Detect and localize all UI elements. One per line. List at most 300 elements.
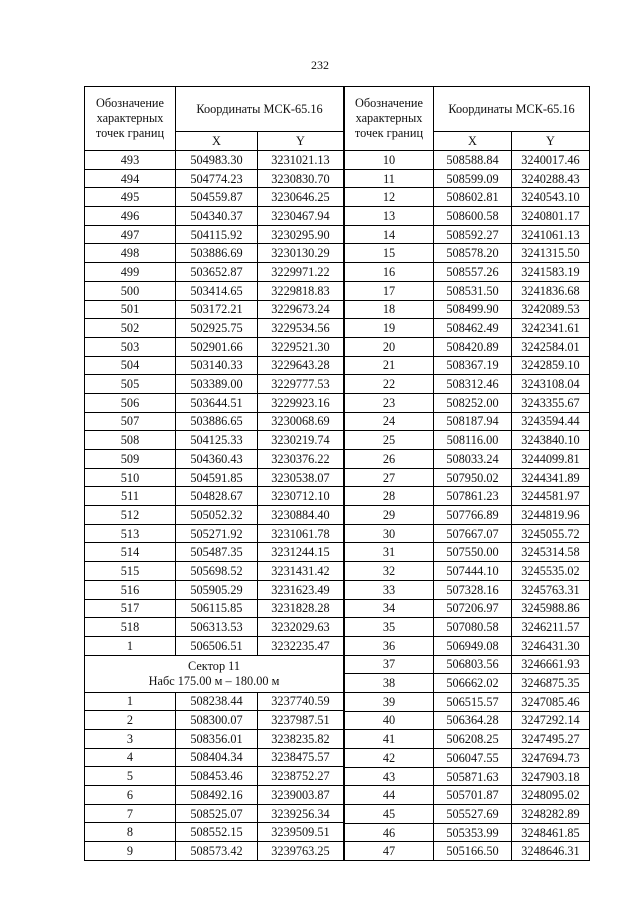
x-value: 505052.32: [176, 506, 258, 525]
x-value: 508525.07: [176, 804, 258, 823]
y-value: 3244581.97: [512, 487, 590, 506]
y-value: 3244341.89: [512, 468, 590, 487]
point-label: 13: [345, 207, 434, 226]
table-row: [345, 580, 590, 599]
point-label: 508: [85, 431, 176, 450]
table-row: [85, 543, 344, 562]
x-value: 506506.51: [176, 636, 258, 655]
x-value: 503140.33: [176, 356, 258, 375]
y-value: 3230884.40: [258, 506, 344, 525]
table-row: [85, 151, 344, 170]
y-value: 3239509.51: [258, 823, 344, 842]
label-column-header: [85, 87, 176, 151]
y-value: 3240543.10: [512, 188, 590, 207]
coords-header: Координаты МСК-65.16: [176, 87, 344, 132]
y-value: 3231244.15: [258, 543, 344, 562]
table-row: [85, 711, 344, 730]
y-value: 3231021.13: [258, 151, 344, 170]
point-label: 8: [85, 823, 176, 842]
table-row: [85, 618, 344, 637]
table-row: [85, 188, 344, 207]
table-row: [345, 842, 590, 861]
x-value: 508312.46: [434, 375, 512, 394]
y-value: 3230068.69: [258, 412, 344, 431]
point-label: 5: [85, 767, 176, 786]
table-row: [345, 692, 590, 711]
y-value: 3245314.58: [512, 543, 590, 562]
table-row: [85, 562, 344, 581]
x-value: 508552.15: [176, 823, 258, 842]
table-row: [345, 300, 590, 319]
point-label: 511: [85, 487, 176, 506]
y-value: 3247903.18: [512, 767, 590, 786]
x-value: 504559.87: [176, 188, 258, 207]
point-label: 510: [85, 468, 176, 487]
point-label: 503: [85, 337, 176, 356]
x-value: 504360.43: [176, 450, 258, 469]
point-label: 6: [85, 786, 176, 805]
x-value: 502901.66: [176, 337, 258, 356]
point-label: 35: [345, 618, 434, 637]
x-value: 505871.63: [434, 767, 512, 786]
point-label: 26: [345, 450, 434, 469]
point-label: 494: [85, 169, 176, 188]
point-label: 38: [345, 674, 434, 693]
x-value: 505527.69: [434, 805, 512, 824]
y-value: 3231623.49: [258, 580, 344, 599]
x-value: 508252.00: [434, 393, 512, 412]
x-value: 507950.02: [434, 468, 512, 487]
point-label: 517: [85, 599, 176, 618]
y-value: 3230646.25: [258, 188, 344, 207]
x-value: 508592.27: [434, 225, 512, 244]
point-label: 34: [345, 599, 434, 618]
y-value: 3245055.72: [512, 524, 590, 543]
header-line: характерных: [355, 111, 423, 125]
x-value: 503414.65: [176, 281, 258, 300]
table-row: [345, 730, 590, 749]
point-label: 47: [345, 842, 434, 861]
table-row: [85, 169, 344, 188]
table-row: [85, 244, 344, 263]
point-label: 2: [85, 711, 176, 730]
point-label: 17: [345, 281, 434, 300]
point-label: 11: [345, 169, 434, 188]
table-row: [85, 375, 344, 394]
point-label: 33: [345, 580, 434, 599]
x-value: 505905.29: [176, 580, 258, 599]
point-label: 40: [345, 711, 434, 730]
x-value: 507550.00: [434, 543, 512, 562]
point-label: 498: [85, 244, 176, 263]
table-row: [345, 618, 590, 637]
x-value: 507206.97: [434, 599, 512, 618]
x-value: 507766.89: [434, 506, 512, 525]
x-value: 506662.02: [434, 674, 512, 693]
x-value: 508599.09: [434, 169, 512, 188]
y-value: 3246211.57: [512, 618, 590, 637]
point-label: 493: [85, 151, 176, 170]
point-label: 507: [85, 412, 176, 431]
header-line: точек границ: [95, 126, 165, 140]
y-value: 3229521.30: [258, 337, 344, 356]
table-row: [85, 225, 344, 244]
table-row: [85, 506, 344, 525]
point-label: 28: [345, 487, 434, 506]
table-row: [345, 767, 590, 786]
x-value: 508573.42: [176, 842, 258, 861]
coords-header: Координаты МСК-65.16: [434, 87, 590, 132]
table-row: [345, 711, 590, 730]
point-label: 30: [345, 524, 434, 543]
point-label: 45: [345, 805, 434, 824]
x-value: 508602.81: [434, 188, 512, 207]
y-value: 3244099.81: [512, 450, 590, 469]
x-value: 506313.53: [176, 618, 258, 637]
point-label: 501: [85, 300, 176, 319]
table-row: [345, 412, 590, 431]
table-row: [345, 393, 590, 412]
point-label: 505: [85, 375, 176, 394]
table-row: [85, 580, 344, 599]
point-label: 514: [85, 543, 176, 562]
point-label: 9: [85, 842, 176, 861]
x-value: 505271.92: [176, 524, 258, 543]
header-line: точек границ: [354, 126, 424, 140]
point-label: 504: [85, 356, 176, 375]
x-value: 503644.51: [176, 393, 258, 412]
x-value: 504828.67: [176, 487, 258, 506]
table-row: [345, 356, 590, 375]
table-row: [85, 450, 344, 469]
table-row: [85, 636, 344, 655]
y-value: 3229971.22: [258, 263, 344, 282]
x-value: 508499.90: [434, 300, 512, 319]
x-header: X: [434, 132, 512, 151]
table-row: [345, 543, 590, 562]
x-value: 508033.24: [434, 450, 512, 469]
y-value: 3237740.59: [258, 692, 344, 711]
point-label: 4: [85, 748, 176, 767]
y-value: 3238752.27: [258, 767, 344, 786]
sector-heading: [85, 655, 344, 692]
point-label: 509: [85, 450, 176, 469]
y-value: 3241315.50: [512, 244, 590, 263]
table-row: [345, 805, 590, 824]
point-label: 27: [345, 468, 434, 487]
table-row: [345, 431, 590, 450]
x-value: 505487.35: [176, 543, 258, 562]
y-value: 3242341.61: [512, 319, 590, 338]
table-row: [85, 729, 344, 748]
y-value: 3248461.85: [512, 823, 590, 842]
table-row: [85, 804, 344, 823]
x-value: 508588.84: [434, 151, 512, 170]
point-label: 512: [85, 506, 176, 525]
table-row: [345, 562, 590, 581]
y-value: 3242089.53: [512, 300, 590, 319]
x-value: 504983.30: [176, 151, 258, 170]
table-row: [85, 524, 344, 543]
x-value: 504115.92: [176, 225, 258, 244]
y-value: 3229777.53: [258, 375, 344, 394]
table-row: [85, 468, 344, 487]
x-value: 503652.87: [176, 263, 258, 282]
y-value: 3230376.22: [258, 450, 344, 469]
y-value: 3230219.74: [258, 431, 344, 450]
y-value: 3243840.10: [512, 431, 590, 450]
point-label: 44: [345, 786, 434, 805]
y-value: 3239256.34: [258, 804, 344, 823]
x-value: 505698.52: [176, 562, 258, 581]
x-value: 506115.85: [176, 599, 258, 618]
table-row: [85, 281, 344, 300]
y-value: 3230130.29: [258, 244, 344, 263]
x-value: 506803.56: [434, 655, 512, 674]
label-column-header: [345, 87, 434, 151]
sector-height-range: Набс 175.00 м – 180.00 м: [148, 673, 280, 688]
x-value: 508462.49: [434, 319, 512, 338]
point-label: 515: [85, 562, 176, 581]
y-value: 3241836.68: [512, 281, 590, 300]
y-value: 3230712.10: [258, 487, 344, 506]
table-row: [345, 244, 590, 263]
left-rows-sector: [85, 692, 344, 860]
point-label: 31: [345, 543, 434, 562]
point-label: 32: [345, 562, 434, 581]
y-value: 3248282.89: [512, 805, 590, 824]
x-value: 507328.16: [434, 580, 512, 599]
x-value: 508238.44: [176, 692, 258, 711]
point-label: 496: [85, 207, 176, 226]
point-label: 37: [345, 655, 434, 674]
point-label: 10: [345, 151, 434, 170]
table-row: [345, 281, 590, 300]
x-value: 508116.00: [434, 431, 512, 450]
y-value: 3243355.67: [512, 393, 590, 412]
y-value: 3248646.31: [512, 842, 590, 861]
table-row: [85, 823, 344, 842]
point-label: 29: [345, 506, 434, 525]
y-header: Y: [512, 132, 590, 151]
y-value: 3240288.43: [512, 169, 590, 188]
point-label: 1: [85, 692, 176, 711]
x-value: 508531.50: [434, 281, 512, 300]
point-label: 21: [345, 356, 434, 375]
y-value: 3247495.27: [512, 730, 590, 749]
x-value: 505353.99: [434, 823, 512, 842]
left-rows: [85, 151, 344, 656]
x-value: 506047.55: [434, 749, 512, 768]
y-value: 3240017.46: [512, 151, 590, 170]
header-line: Обозначение: [355, 96, 423, 110]
y-value: 3238475.57: [258, 748, 344, 767]
y-value: 3232029.63: [258, 618, 344, 637]
table-row: [85, 300, 344, 319]
y-value: 3229923.16: [258, 393, 344, 412]
table-row: [345, 674, 590, 693]
y-value: 3237987.51: [258, 711, 344, 730]
y-value: 3243108.04: [512, 375, 590, 394]
x-value: 506208.25: [434, 730, 512, 749]
table-row: [345, 319, 590, 338]
table-row: [345, 468, 590, 487]
y-value: 3246431.30: [512, 636, 590, 655]
y-value: 3231828.28: [258, 599, 344, 618]
table-row: [85, 692, 344, 711]
x-value: 504774.23: [176, 169, 258, 188]
x-value: 503886.69: [176, 244, 258, 263]
x-value: 506515.57: [434, 692, 512, 711]
point-label: 12: [345, 188, 434, 207]
y-value: 3245763.31: [512, 580, 590, 599]
table-row: [85, 356, 344, 375]
point-label: 39: [345, 692, 434, 711]
y-value: 3239003.87: [258, 786, 344, 805]
table-row: [85, 767, 344, 786]
y-value: 3245988.86: [512, 599, 590, 618]
y-value: 3247292.14: [512, 711, 590, 730]
point-label: 41: [345, 730, 434, 749]
table-row: [345, 450, 590, 469]
y-value: 3241061.13: [512, 225, 590, 244]
x-value: 504125.33: [176, 431, 258, 450]
point-label: 1: [85, 636, 176, 655]
point-label: 3: [85, 729, 176, 748]
sector-title: Сектор 11: [187, 658, 241, 673]
y-value: 3240801.17: [512, 207, 590, 226]
table-row: [85, 412, 344, 431]
table-row: [85, 393, 344, 412]
table-row: [345, 823, 590, 842]
point-label: 18: [345, 300, 434, 319]
y-value: 3243594.44: [512, 412, 590, 431]
table-row: [345, 655, 590, 674]
point-label: 499: [85, 263, 176, 282]
table-row: [345, 169, 590, 188]
table-row: [345, 636, 590, 655]
point-label: 46: [345, 823, 434, 842]
table-row: [85, 786, 344, 805]
table-row: [85, 487, 344, 506]
y-value: 3247085.46: [512, 692, 590, 711]
table-row: [345, 263, 590, 282]
y-value: 3230538.07: [258, 468, 344, 487]
x-value: 505166.50: [434, 842, 512, 861]
table-row: [85, 337, 344, 356]
x-value: 506364.28: [434, 711, 512, 730]
x-value: 506949.08: [434, 636, 512, 655]
table-row: [345, 337, 590, 356]
x-value: 505701.87: [434, 786, 512, 805]
table-row: [345, 786, 590, 805]
point-label: 23: [345, 393, 434, 412]
table-row: [345, 599, 590, 618]
y-value: 3246661.93: [512, 655, 590, 674]
x-value: 504340.37: [176, 207, 258, 226]
table-row: [345, 749, 590, 768]
point-label: 495: [85, 188, 176, 207]
point-label: 43: [345, 767, 434, 786]
coordinates-table-left: [84, 86, 344, 861]
x-value: 508557.26: [434, 263, 512, 282]
table-row: [85, 842, 344, 861]
point-label: 502: [85, 319, 176, 338]
table-row: [85, 748, 344, 767]
table-row: [85, 319, 344, 338]
x-value: 508356.01: [176, 729, 258, 748]
table-row: [345, 487, 590, 506]
point-label: 518: [85, 618, 176, 637]
y-value: 3248095.02: [512, 786, 590, 805]
point-label: 24: [345, 412, 434, 431]
x-value: 502925.75: [176, 319, 258, 338]
point-label: 42: [345, 749, 434, 768]
point-label: 497: [85, 225, 176, 244]
point-label: 19: [345, 319, 434, 338]
x-value: 508578.20: [434, 244, 512, 263]
y-value: 3242584.01: [512, 337, 590, 356]
table-row: [345, 151, 590, 170]
x-value: 503886.65: [176, 412, 258, 431]
x-value: 503172.21: [176, 300, 258, 319]
y-value: 3231431.42: [258, 562, 344, 581]
y-value: 3229643.28: [258, 356, 344, 375]
x-value: 508300.07: [176, 711, 258, 730]
right-rows: [345, 151, 590, 861]
y-value: 3231061.78: [258, 524, 344, 543]
point-label: 516: [85, 580, 176, 599]
point-label: 20: [345, 337, 434, 356]
x-value: 508404.34: [176, 748, 258, 767]
y-value: 3238235.82: [258, 729, 344, 748]
table-row: [345, 524, 590, 543]
table-row: [345, 207, 590, 226]
y-value: 3230467.94: [258, 207, 344, 226]
point-label: 36: [345, 636, 434, 655]
coordinates-table-right: [344, 86, 590, 861]
y-value: 3239763.25: [258, 842, 344, 861]
x-value: 508453.46: [176, 767, 258, 786]
point-label: 15: [345, 244, 434, 263]
x-header: X: [176, 132, 258, 151]
table-row: [85, 599, 344, 618]
x-value: 508187.94: [434, 412, 512, 431]
y-value: 3247694.73: [512, 749, 590, 768]
table-row: [85, 431, 344, 450]
table-row: [345, 188, 590, 207]
point-label: 16: [345, 263, 434, 282]
y-value: 3241583.19: [512, 263, 590, 282]
point-label: 500: [85, 281, 176, 300]
y-value: 3229673.24: [258, 300, 344, 319]
x-value: 508367.19: [434, 356, 512, 375]
table-row: [345, 506, 590, 525]
y-value: 3232235.47: [258, 636, 344, 655]
y-value: 3229534.56: [258, 319, 344, 338]
point-label: 513: [85, 524, 176, 543]
y-header: Y: [258, 132, 344, 151]
y-value: 3230295.90: [258, 225, 344, 244]
point-label: 506: [85, 393, 176, 412]
header-line: Обозначение: [96, 96, 164, 110]
point-label: 22: [345, 375, 434, 394]
y-value: 3245535.02: [512, 562, 590, 581]
y-value: 3242859.10: [512, 356, 590, 375]
y-value: 3246875.35: [512, 674, 590, 693]
table-row: [345, 375, 590, 394]
table-row: [85, 207, 344, 226]
